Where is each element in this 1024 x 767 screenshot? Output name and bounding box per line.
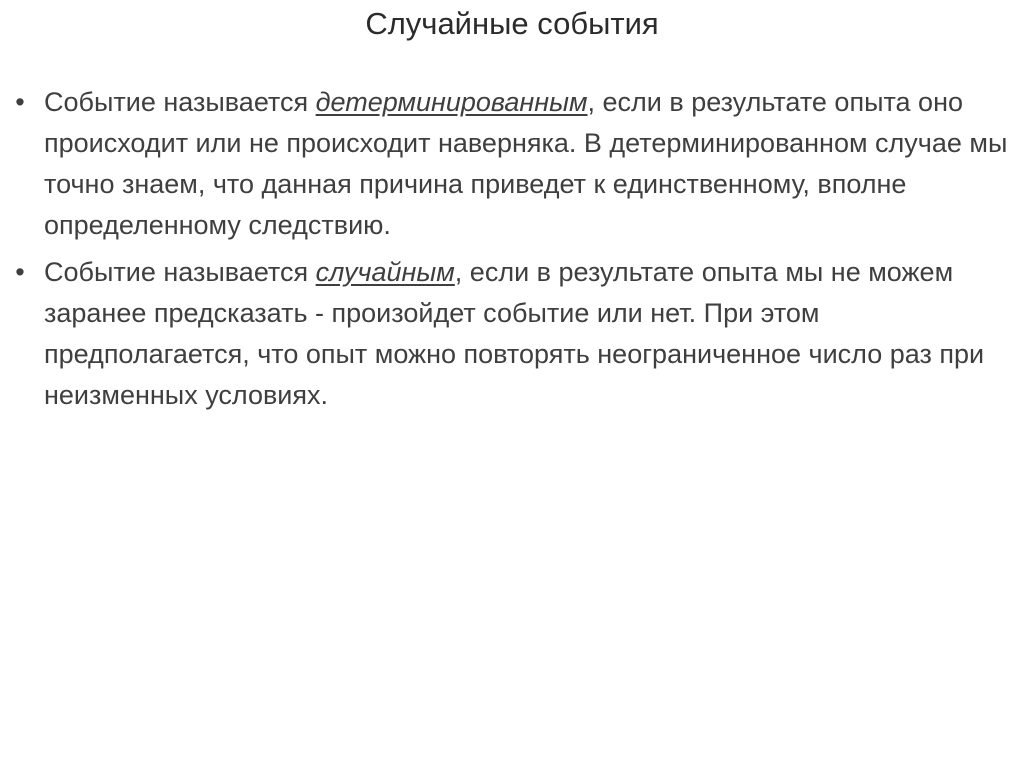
bullet-item-random bbox=[10, 252, 1010, 416]
bullet-dot-icon: • bbox=[15, 87, 25, 117]
bullet-item-deterministic bbox=[10, 82, 1010, 246]
slide-title: Случайные события bbox=[365, 6, 659, 41]
bullet-text-before: Событие называется bbox=[44, 87, 316, 117]
bullet-list bbox=[10, 82, 1010, 422]
term-deterministic: детерминированным bbox=[315, 87, 588, 117]
bullet-text-after: , если в результате опыта оно происходит или не происходит наверняка. В детерминированном случае мы точно знаем, что данная причина приведет к единственному, вполне определенному следствию. bbox=[44, 87, 1008, 240]
bullet-dot-icon: • bbox=[15, 257, 25, 287]
bullet-text-before: Событие называется bbox=[44, 257, 316, 287]
term-random: случайным bbox=[315, 257, 455, 287]
bullet-text-after: , если в результате опыта мы не можем заранее предсказать - произойдет событие или нет. При этом предполагается, что опыт можно повторять неограниченное число раз при неизменных условиях. bbox=[44, 257, 985, 410]
